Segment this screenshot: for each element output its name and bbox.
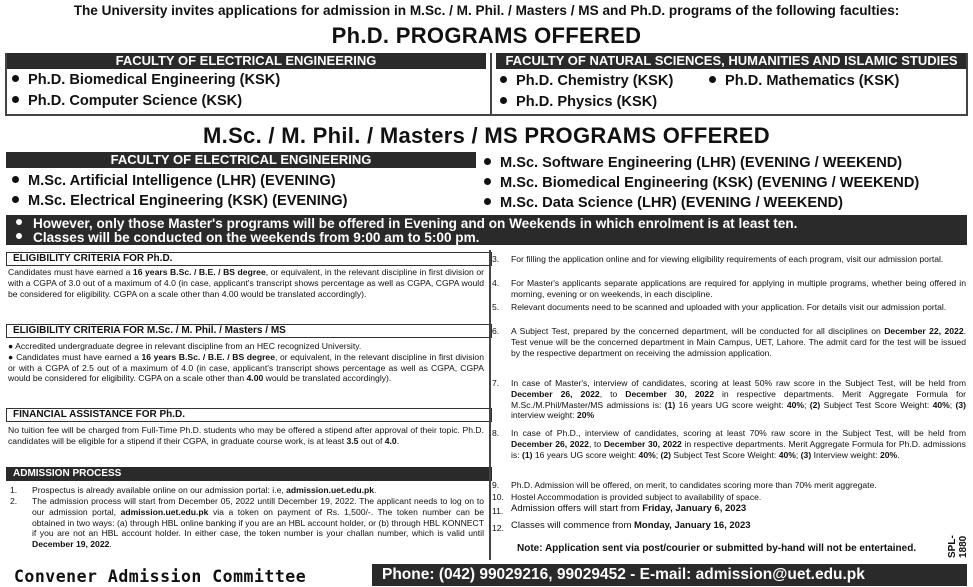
item-number: 8. xyxy=(492,428,500,438)
bullet-icon xyxy=(12,75,19,82)
bullet-icon xyxy=(484,178,491,185)
list-item: For Master's applicants separate applications are required for applying in multiple programs, whether being offered in morning, evening or on weekends, in each discipline. xyxy=(511,278,966,299)
contact-bar: Phone: (042) 99029216, 99029452 - E-mail: admission@uet.edu.pk xyxy=(372,564,967,586)
phd-box-bottom-border xyxy=(5,114,968,116)
program-item: M.Sc. Biomedical Engineering (KSK) (EVENING / WEEKEND) xyxy=(484,175,919,191)
list-item: Ph.D. Admission will be offered, on merit, to candidates scoring more than 70% merit aggregate. xyxy=(511,480,877,490)
item-number: 12. xyxy=(492,523,504,533)
list-item: Hostel Accommodation is provided subject to availability of space. xyxy=(511,492,762,502)
phd-faculty-natural-sciences-heading: FACULTY OF NATURAL SCIENCES, HUMANITIES AND ISLAMIC STUDIES xyxy=(496,53,967,69)
financial-assistance-text: No tuition fee will be charged from Full-Time Ph.D. students who may be offered a stipend after approval of their topic. Ph.D. candidates will be eligible for a stipend if their CGPA, in graduate course work, is at least 3.5 out of 4.0. xyxy=(8,425,484,446)
list-item: Prospectus is already available online on our admission portal: i.e, admission.uet.edu.pk. xyxy=(32,485,377,495)
program-item: M.Sc. Software Engineering (LHR) (EVENING / WEEKEND) xyxy=(484,155,902,171)
left-border xyxy=(5,53,7,115)
item-number: 3. xyxy=(492,254,500,264)
item-number: 6. xyxy=(492,326,500,336)
program-item: Ph.D. Biomedical Engineering (KSK) xyxy=(12,72,280,88)
item-number: 1. xyxy=(10,485,18,495)
program-item: Ph.D. Chemistry (KSK) xyxy=(500,73,673,89)
program-item: Ph.D. Mathematics (KSK) xyxy=(709,73,899,89)
list-item: In case of Ph.D., interview of candidates, scoring at least 70% raw score in the Subject Test, will be held from December 26, 2022, to December 30, 2022 in respective departments. Merit Aggregate Formula for Ph.D. admissions is: (1) 16 years UG score weight: 40%; (2) Subject Test Score Weight: 40%; (3) Interview weight: 20%. xyxy=(511,428,966,460)
eligibility-phd-text: Candidates must have earned a 16 years B.Sc. / B.E. / BS degree, or equivalent, in the relevant discipline in first division or with a CGPA of 3.0 out of a maximum of 4.0 (in case, applicant's transcript shows percentage as well as CGPA, CGPA would be considered for eligibility. CGPA on a scale other than 4.00 would be translated accordingly). xyxy=(8,267,484,299)
list-item: In case of Master's, interview of candidates, scoring at least 50% raw score in the Subject Test, will be held from December 26, 2022, to December 30, 2022 in respective departments. Merit Aggregate Formula for M.Sc./M.Phil/Master/MS admissions is: (1) 16 years UG score weight: 40%; (2) Subject Test Score Weight: 40%; (3) interview weight: 20% xyxy=(511,378,967,421)
item-number: 4. xyxy=(492,278,500,288)
item-number: 10. xyxy=(492,492,504,502)
intro-line: The University invites applications for admission in M.Sc. / M. Phil. / Masters / MS and Ph.D. programs of the following faculties: xyxy=(73,3,900,18)
item-number: 9. xyxy=(492,480,500,490)
list-item: A Subject Test, prepared by the concerned department, will be conducted for all disciplines on December 22, 2022. Test venue will be the concerned department in Main Campus, UET, Lahore. The admit card for the test will be issued by the respective department on receiving the admission application. xyxy=(511,326,967,358)
bullet-icon xyxy=(16,233,22,239)
bullet-icon xyxy=(12,96,19,103)
list-item: ● Candidates must have earned a 16 years B.Sc. / B.E. / BS degree, or equivalent, in the relevant discipline in first division or with a CGPA of 2.5 out of a maximum of 4.0 (in case, applicant's transcript shows percentage as well as CGPA, CGPA would be considered for eligibility. CGPA on a scale other than 4.00 would be translated accordingly). xyxy=(8,351,484,384)
ms-faculty-electrical-heading: FACULTY OF ELECTRICAL ENGINEERING xyxy=(6,152,476,168)
program-item: Ph.D. Physics (KSK) xyxy=(500,94,657,110)
eligibility-phd-heading: ELIGIBILITY CRITERIA FOR Ph.D. xyxy=(6,252,492,266)
admission-process-heading: ADMISSION PROCESS xyxy=(6,467,492,481)
list-item: ● Accredited undergraduate degree in relevant discipline from an HEC recognized University. xyxy=(8,341,362,351)
list-item: Admission offers will start from Friday, January 6, 2023 xyxy=(511,503,747,514)
column-divider xyxy=(490,53,492,115)
program-item: M.Sc. Electrical Engineering (KSK) (EVENING) xyxy=(12,193,348,209)
notice-line: However, only those Master's programs will be offered in Evening and on Weekends in which enrolment is at least ten. xyxy=(16,216,797,231)
notice-line: Classes will be conducted on the weekends from 9:00 am to 5:00 pm. xyxy=(16,230,479,245)
column-divider xyxy=(489,250,491,560)
item-number: 2. xyxy=(10,496,18,506)
eligibility-ms-heading: ELIGIBILITY CRITERIA FOR M.Sc. / M. Phil. / Masters / MS xyxy=(6,324,492,338)
note-text: Note: Application sent via post/courier or submitted by-hand will not be entertained. xyxy=(517,543,917,554)
list-item: Classes will commence from Monday, January 16, 2023 xyxy=(511,520,751,531)
convener-label: Convener Admission Committee xyxy=(14,567,307,586)
item-number: 5. xyxy=(492,302,500,312)
item-number: 11. xyxy=(492,506,504,516)
phd-programs-title: Ph.D. PROGRAMS OFFERED xyxy=(331,23,642,48)
financial-assistance-heading: FINANCIAL ASSISTANCE FOR Ph.D. xyxy=(6,408,492,422)
bullet-icon xyxy=(12,196,19,203)
list-item: The admission process will start from December 05, 2022 untill December 19, 2022. The applicant needs to log on to our admission portal, admission.uet.edu.pk via a token on payment of Rs. 1,500/-. The token number can be obtained in two ways: (a) through HBL online banking if you are an HBL account holder, or (b) through HBL KONNECT if you are not an HBL account holder. In either case, the token number is your challan number, which is valid until December 19, 2022. xyxy=(32,496,484,550)
program-item: Ph.D. Computer Science (KSK) xyxy=(12,93,242,109)
bullet-icon xyxy=(484,198,491,205)
eligibility-ms-text xyxy=(8,341,484,384)
program-item: M.Sc. Data Science (LHR) (EVENING / WEEKEND) xyxy=(484,195,843,211)
footer xyxy=(6,564,967,586)
item-number: 7. xyxy=(492,378,500,388)
bullet-icon xyxy=(500,97,507,104)
bullet-icon xyxy=(16,219,22,225)
bullet-icon xyxy=(484,158,491,165)
bullet-icon xyxy=(709,76,716,83)
phd-faculty-electrical-heading: FACULTY OF ELECTRICAL ENGINEERING xyxy=(6,53,486,69)
side-code: SPL-1880 xyxy=(947,535,969,558)
program-item: M.Sc. Artificial Intelligence (LHR) (EVENING) xyxy=(12,173,336,189)
bullet-icon xyxy=(500,76,507,83)
bullet-icon xyxy=(12,176,19,183)
ms-programs-title: M.Sc. / M. Phil. / Masters / MS PROGRAMS OFFERED xyxy=(203,123,770,148)
right-border xyxy=(966,53,968,115)
list-item: For filling the application online and for viewing eligibility requirements of each program, visit our admission portal. xyxy=(511,254,944,264)
list-item: Relevant documents need to be scanned and uploaded with your application. For details visit our admission portal. xyxy=(511,302,947,312)
notice-bar xyxy=(6,215,967,245)
